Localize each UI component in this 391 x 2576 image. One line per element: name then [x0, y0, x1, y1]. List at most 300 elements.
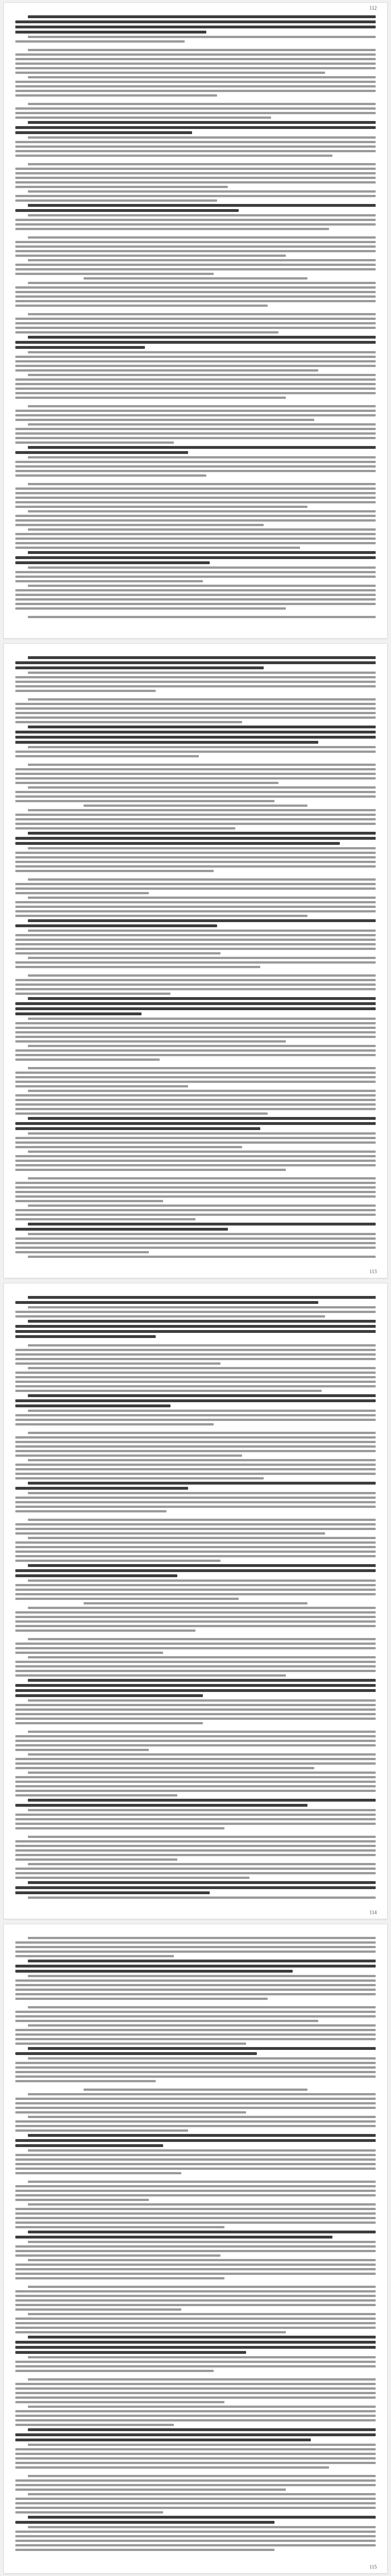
text-line [15, 1589, 376, 1591]
text-line [28, 136, 376, 139]
text-line [15, 2120, 376, 2123]
text-line [15, 2290, 376, 2292]
bold-text-line [28, 2047, 376, 2050]
text-line [15, 2387, 376, 2390]
text-line [28, 929, 376, 932]
text-line [28, 1896, 376, 1899]
text-line [15, 428, 376, 430]
bold-text-line [28, 551, 376, 554]
text-line [15, 1616, 376, 1618]
text-line [15, 2264, 376, 2266]
text-line [15, 751, 376, 753]
text-line [15, 865, 376, 868]
text-line [15, 81, 376, 83]
text-line [15, 1584, 376, 1586]
text-line [15, 1085, 188, 1087]
text-line [28, 1809, 376, 1811]
text-line [15, 1468, 376, 1470]
text-line [15, 2531, 376, 2533]
text-line [15, 1625, 376, 1627]
text-line [28, 1067, 376, 1069]
text-line [15, 1031, 376, 1033]
text-line [15, 2167, 376, 2170]
text-line [15, 116, 271, 119]
text-line [15, 542, 376, 544]
text-line [15, 755, 199, 757]
text-line [15, 150, 376, 152]
text-line [15, 2419, 376, 2421]
text-line [15, 773, 376, 775]
text-line [28, 1018, 376, 1020]
bold-text-line [15, 1330, 376, 1333]
text-line [15, 2029, 376, 2031]
text-line [15, 856, 376, 858]
text-line [15, 2273, 376, 2275]
bold-text-line [28, 919, 376, 922]
text-line [28, 1045, 376, 1047]
bold-text-line [28, 1223, 376, 1226]
text-line [15, 1560, 221, 1562]
text-line [15, 1315, 325, 1318]
text-line [15, 2462, 376, 2464]
text-line [15, 1381, 376, 1383]
text-line [15, 1414, 376, 1416]
text-line [28, 1537, 376, 1539]
text-line [15, 2071, 376, 2073]
bold-text-line [15, 451, 188, 454]
text-line [28, 214, 376, 216]
text-line [28, 1432, 376, 1434]
text-line [15, 2245, 376, 2248]
text-line [15, 378, 376, 381]
text-line [28, 2093, 376, 2095]
text-line [15, 360, 376, 362]
bold-text-line [15, 1886, 376, 1889]
text-line [15, 2226, 224, 2228]
text-line [28, 566, 376, 569]
text-line [15, 983, 376, 986]
text-line [15, 892, 149, 894]
text-line [15, 966, 260, 968]
text-line [15, 547, 300, 549]
text-line [28, 1731, 376, 1733]
text-line [15, 2327, 376, 2329]
text-line [15, 1311, 376, 1313]
text-line [15, 906, 376, 908]
paragraph-gap [15, 1515, 376, 1519]
text-line [15, 901, 376, 903]
bold-text-line [28, 1296, 376, 1299]
text-line [15, 1164, 376, 1166]
page-number: 112 [369, 5, 377, 11]
text-line [15, 2163, 376, 2165]
text-line [15, 1868, 376, 1870]
text-line [28, 1771, 376, 1774]
text-line [15, 331, 278, 334]
text-line [15, 1155, 376, 1157]
text-line [15, 219, 376, 221]
text-line [15, 1740, 376, 1742]
text-line [15, 1242, 376, 1244]
text-line [15, 2511, 163, 2514]
bold-text-line [15, 209, 239, 212]
text-line [15, 1247, 376, 1249]
text-line [28, 2149, 376, 2152]
text-line [15, 40, 185, 43]
text-line [28, 1233, 376, 1235]
paragraph-gap [15, 2471, 376, 2475]
text-line [15, 1501, 376, 1503]
text-line [15, 186, 228, 188]
text-line [28, 1975, 376, 1977]
text-line [15, 295, 376, 298]
text-line [15, 2158, 376, 2161]
bold-text-line [28, 1881, 376, 1884]
text-line [15, 1191, 376, 1193]
page-text-block [15, 15, 376, 623]
text-line [28, 746, 376, 748]
bold-text-line [15, 2144, 163, 2147]
text-line [15, 1362, 221, 1365]
bold-text-line [28, 726, 376, 728]
text-line [15, 392, 376, 394]
text-line [15, 1611, 376, 1614]
text-line [15, 474, 206, 477]
text-line [15, 172, 376, 174]
text-line [15, 141, 376, 143]
text-line [28, 2116, 376, 2118]
text-line [28, 1836, 376, 1838]
bold-text-line [15, 1891, 210, 1894]
text-line [84, 805, 307, 807]
text-line [15, 2062, 376, 2064]
text-line [15, 814, 376, 816]
bold-text-line [15, 1569, 376, 1572]
text-line [15, 94, 217, 97]
bold-text-line [28, 204, 376, 207]
text-line [15, 300, 376, 302]
text-line [28, 957, 376, 959]
text-line [28, 2006, 376, 2008]
text-line [15, 2365, 376, 2367]
text-line [15, 1854, 376, 1856]
bold-text-line [15, 1684, 376, 1687]
bold-text-line [15, 346, 145, 349]
bold-text-line [15, 126, 376, 129]
text-line [15, 1137, 376, 1139]
text-line [15, 492, 376, 494]
text-line [15, 861, 376, 863]
text-line [15, 827, 235, 830]
text-line [28, 1177, 376, 1179]
text-line [28, 2024, 376, 2027]
bold-text-line [15, 2433, 376, 2436]
text-line [15, 437, 376, 439]
page-text-block [15, 1937, 376, 2558]
bold-text-line [15, 1127, 260, 1130]
text-line [15, 598, 376, 601]
text-line [28, 698, 376, 701]
text-line [28, 103, 376, 105]
text-line [15, 72, 325, 74]
text-line [15, 2295, 376, 2297]
text-line [15, 1160, 376, 1162]
text-line [15, 1758, 376, 1760]
text-line [28, 2406, 376, 2408]
text-line [15, 1036, 376, 1038]
text-line [15, 915, 307, 917]
bold-text-line [15, 1012, 142, 1015]
text-line [15, 1550, 376, 1553]
bold-text-line [28, 336, 376, 339]
text-line [15, 419, 314, 421]
text-line [15, 2489, 286, 2491]
paragraph-gap [15, 1173, 376, 1177]
text-line [15, 768, 376, 770]
text-line [15, 53, 376, 56]
text-line [15, 2453, 376, 2455]
text-line [15, 245, 376, 248]
bold-text-line [28, 2231, 376, 2233]
text-line [15, 1708, 376, 1711]
text-line [15, 716, 376, 719]
text-line [28, 259, 376, 261]
bold-text-line [28, 997, 376, 1000]
bold-text-line [15, 1404, 170, 1407]
text-line [15, 1704, 376, 1706]
text-line [15, 2277, 224, 2279]
bold-text-line [15, 2052, 257, 2055]
text-line [28, 351, 376, 353]
text-line [15, 107, 376, 110]
text-line [28, 1638, 376, 1640]
text-line [15, 1845, 376, 1847]
text-line [15, 2370, 214, 2372]
text-line [15, 1749, 149, 1751]
text-line [15, 1358, 376, 1360]
paragraph-gap [15, 1727, 376, 1731]
text-line [28, 49, 376, 51]
text-line [15, 497, 376, 499]
text-line [15, 228, 329, 230]
text-line [15, 2011, 376, 2013]
text-line [15, 241, 376, 243]
text-line [15, 250, 376, 252]
text-line [15, 268, 376, 270]
paragraph-gap [15, 2282, 376, 2286]
paragraph-gap [15, 874, 376, 878]
text-line [15, 1186, 376, 1189]
text-line [15, 1744, 376, 1746]
text-line [15, 1629, 196, 1632]
bold-text-line [28, 1799, 376, 1802]
bold-text-line [15, 731, 376, 733]
text-line [15, 1040, 286, 1043]
text-line [28, 809, 376, 811]
text-line [15, 721, 242, 723]
text-line [15, 2129, 188, 2132]
text-line [28, 36, 376, 38]
text-line [15, 1094, 376, 1097]
text-line [15, 1423, 214, 1425]
text-line [28, 672, 376, 674]
text-line [15, 1984, 376, 1986]
page-text-block [15, 1296, 376, 1904]
text-line [15, 2544, 376, 2546]
bold-text-line [28, 1679, 376, 1682]
text-line [28, 423, 376, 426]
text-line [15, 2268, 376, 2270]
bold-text-line [15, 1002, 376, 1005]
paragraph-gap [15, 2177, 376, 2181]
text-line [15, 1647, 376, 1649]
text-line [15, 979, 376, 981]
bold-text-line [15, 736, 376, 739]
text-line [15, 369, 318, 372]
text-line [15, 62, 376, 65]
paragraph-gap [15, 45, 376, 49]
text-line [28, 282, 376, 284]
bold-text-line [28, 2134, 376, 2137]
text-line [28, 483, 376, 485]
text-line [15, 1076, 376, 1078]
text-line [15, 1528, 376, 1530]
text-line [15, 1950, 376, 1953]
text-line [15, 1390, 322, 1392]
text-line [15, 2361, 376, 2363]
text-line [15, 685, 376, 687]
text-line [15, 1182, 376, 1184]
text-line [15, 2125, 376, 2127]
bold-text-line [28, 121, 376, 124]
text-line [28, 456, 376, 458]
text-line [28, 786, 376, 789]
text-line [84, 2089, 307, 2091]
text-line [15, 85, 376, 87]
text-line [15, 177, 376, 179]
text-line [15, 852, 376, 854]
text-line [28, 2259, 376, 2261]
text-line [15, 387, 376, 390]
text-line [15, 1445, 376, 1448]
text-line [15, 2498, 376, 2500]
text-line [28, 2444, 376, 2446]
bold-text-line [28, 1394, 376, 1397]
text-line [15, 1541, 376, 1544]
page-text-block [15, 656, 376, 1263]
text-line [15, 2199, 149, 2201]
text-line [15, 2502, 376, 2504]
text-line [15, 1781, 376, 1783]
bold-text-line [15, 1301, 318, 1304]
bold-text-line [15, 556, 376, 559]
text-line [15, 1195, 376, 1198]
text-line [15, 2080, 156, 2082]
text-line [15, 383, 376, 385]
paragraph-gap [15, 612, 376, 616]
text-line [15, 1785, 376, 1787]
text-line [15, 1993, 376, 1995]
text-line [28, 2475, 376, 2477]
text-line [15, 2075, 376, 2078]
text-line [15, 1998, 268, 2000]
text-line [15, 90, 376, 92]
text-line [15, 961, 376, 964]
text-line [15, 291, 376, 293]
text-line [15, 2250, 376, 2252]
paragraph-gap [15, 99, 376, 103]
paragraph-gap [15, 1634, 376, 1638]
bold-text-line [15, 1965, 376, 1968]
bold-text-line [28, 1960, 376, 1962]
text-line [15, 818, 376, 820]
paragraph-gap [15, 1063, 376, 1067]
bold-text-line [28, 15, 376, 18]
text-line [28, 76, 376, 78]
text-line [28, 2181, 376, 2183]
text-line [28, 2203, 376, 2206]
text-line [15, 1794, 177, 1796]
text-line [15, 1372, 376, 1374]
bold-text-line [15, 26, 376, 28]
page-number: 115 [369, 2564, 377, 2570]
bold-text-line [15, 666, 264, 669]
text-line [15, 1955, 174, 1957]
paragraph-gap [15, 309, 376, 313]
paragraph-gap [15, 694, 376, 698]
text-line [15, 465, 376, 468]
bold-text-line [15, 31, 206, 34]
bold-text-line [15, 2439, 311, 2441]
text-line [15, 1941, 376, 1944]
text-line [15, 2208, 376, 2210]
text-line [15, 2415, 376, 2417]
text-line [15, 2098, 376, 2100]
page-number: 114 [369, 1910, 377, 1915]
text-line [15, 1620, 376, 1623]
text-line [15, 181, 376, 184]
text-line [15, 993, 170, 995]
paragraph-gap [15, 1340, 376, 1344]
text-line [15, 461, 376, 463]
bold-text-line [15, 20, 376, 23]
text-line [15, 607, 286, 610]
text-line [15, 286, 376, 289]
text-line [15, 1776, 376, 1778]
text-line [28, 2378, 376, 2381]
text-line [15, 1108, 376, 1110]
text-line [15, 264, 376, 266]
text-line [84, 277, 307, 280]
bold-text-line [15, 661, 376, 664]
bold-text-line [15, 1694, 203, 1697]
text-line [15, 1849, 376, 1852]
text-line [15, 470, 376, 472]
text-line [15, 506, 307, 508]
bold-text-line [15, 842, 340, 845]
text-line [15, 887, 376, 890]
text-line [28, 1699, 376, 1702]
text-line [15, 2308, 181, 2311]
text-line [15, 515, 376, 517]
text-line [15, 1376, 376, 1378]
text-line [15, 2221, 376, 2224]
text-line [15, 1713, 376, 1715]
paragraph-gap [15, 2002, 376, 2006]
text-line [15, 707, 376, 710]
text-line [15, 576, 376, 578]
text-line [28, 510, 376, 512]
